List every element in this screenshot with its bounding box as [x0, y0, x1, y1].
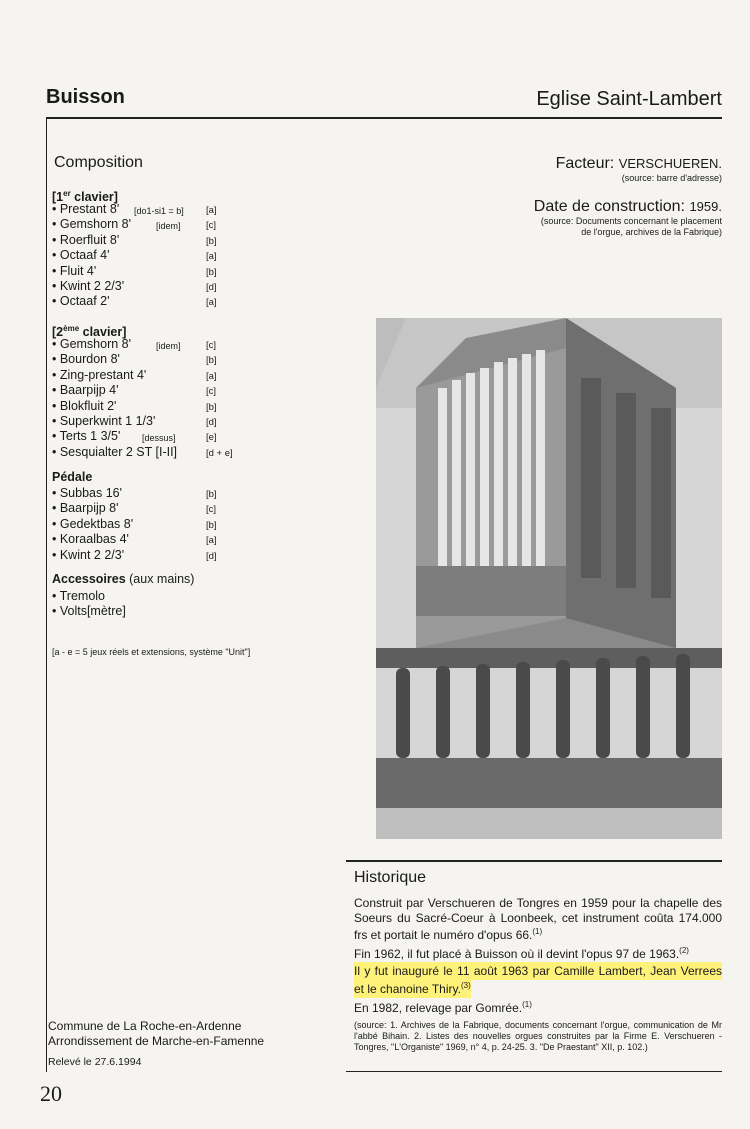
stop-qualifier: [idem] — [156, 341, 181, 351]
historique-p4: En 1982, relevage par Gomrée.$^{(1)}$ — [354, 1000, 532, 1015]
organ-photo — [376, 318, 722, 839]
stop-row — [52, 263, 217, 279]
historique-p2: Fin 1962, il fut placé à Buisson où il devint l'opus 97 de 1963.$^{(2)}$ — [354, 946, 689, 961]
composition-title: Composition — [54, 154, 143, 171]
stop-name: • Kwint 2 2/3' — [52, 547, 125, 562]
facteur-value: VERSCHUEREN. — [618, 156, 722, 171]
stop-code: [a] — [206, 251, 217, 263]
stop-name: • Bourdon 8' — [52, 352, 120, 367]
composition-note: [a - e = 5 jeux réels et extensions, système "Unit"] — [52, 647, 251, 657]
clavier-1-heading: [1er clavier] — [52, 189, 118, 204]
stop-name: • Gemshorn 8' — [52, 337, 132, 351]
page-header-church: Eglise Saint-Lambert — [536, 88, 722, 110]
stop-qualifier: [idem] — [156, 221, 181, 232]
stop-row — [52, 278, 217, 294]
stop-code: [e] — [206, 432, 217, 444]
stop-row — [52, 532, 217, 547]
stop-row — [52, 516, 217, 532]
stop-code: [d] — [206, 281, 217, 293]
stop-name: • Kwint 2 2/3' — [52, 278, 125, 293]
historique-p1: Construit par Verschueren de Tongres en 1959 pour la chapelle des Soeurs du Sacré-Coeur à Loonbeek, cet instrument coûta 174.000 frs et portait le numéro d'opus 66.$^{(1)}$ — [354, 896, 722, 942]
commune-line: Commune de La Roche-en-Ardenne — [48, 1019, 242, 1033]
historique-bottom-rule — [346, 1071, 722, 1072]
stop-name: • Sesquialter 2 ST [I-II] — [52, 444, 178, 459]
stop-code: [c] — [206, 220, 217, 232]
stop-row — [52, 547, 217, 563]
stop-name: • Subbas 16' — [52, 486, 123, 500]
stop-code: [c] — [206, 504, 217, 516]
construction-source-1: (source: Documents concernant le placement — [540, 216, 722, 226]
stop-name: • Koraalbas 4' — [52, 532, 129, 547]
stop-name: • Baarpijp 8' — [52, 501, 119, 516]
header-rule — [46, 117, 722, 119]
historique-source: (source: 1. Archives de la Fabrique, documents concernant l'orgue, communication de Mr l'abbé Bihain. 2. Listes des nouvelles orgues construites par la Firme E. Verschueren - Tongres, "L'Organiste" 1969, n° 4, p. 24-25. 3. "De Praestant" XII, p. 102.) — [354, 1020, 722, 1052]
stop-row — [52, 217, 217, 232]
construction-source-2: de l'orgue, archives de la Fabrique) — [581, 227, 722, 237]
stop-row — [52, 383, 217, 398]
facteur-label: Facteur: — [555, 155, 615, 172]
stop-code: [d] — [206, 416, 217, 428]
historique-p3-highlighted: Il y fut inauguré le 11 août 1963 par Camille Lambert, Jean Verrees et le chanoine Thiry.$^{(3)}$ — [354, 964, 722, 996]
facteur-block — [534, 155, 722, 238]
stop-name: • Octaaf 4' — [52, 248, 110, 263]
stop-name: • Gedektbas 8' — [52, 516, 134, 531]
stop-name: • Zing-prestant 4' — [52, 367, 147, 382]
stop-name: • Superkwint 1 1/3' — [52, 413, 156, 428]
stop-code: [d + e] — [206, 447, 233, 459]
left-rule — [46, 117, 47, 1072]
stop-name: • Fluit 4' — [52, 263, 97, 278]
stop-name: • Terts 1 3/5' — [52, 429, 121, 444]
clavier-2-heading: [2ème clavier] — [52, 324, 127, 339]
stop-code: [b] — [206, 266, 217, 278]
stop-row — [52, 429, 217, 444]
stop-row — [52, 232, 217, 248]
stop-name: • Gemshorn 8' — [52, 217, 132, 232]
releve-date: Relevé le 27.6.1994 — [48, 1056, 142, 1068]
facteur-source: (source: barre d'adresse) — [621, 173, 722, 183]
arrondissement-line: Arrondissement de Marche-en-Famenne — [48, 1034, 265, 1048]
stop-qualifier: [do1-si1 = b] — [134, 206, 184, 216]
construction-label: Date de construction: — [533, 198, 685, 215]
commune-block — [48, 1019, 264, 1049]
stop-code: [d] — [206, 550, 217, 562]
stop-name: • Octaaf 2' — [52, 294, 110, 309]
page-number: 20 — [40, 1081, 62, 1106]
stop-row — [52, 294, 217, 309]
stop-code: [a] — [206, 370, 217, 382]
stop-code: [a] — [206, 205, 217, 216]
stop-row — [52, 337, 217, 352]
construction-value: 1959. — [689, 199, 722, 214]
stop-row — [52, 444, 233, 460]
pedale — [52, 470, 217, 563]
stop-code: [b] — [206, 489, 217, 500]
accessoire-item: • Tremolo — [52, 589, 106, 603]
stop-name: • Roerfluit 8' — [52, 232, 120, 247]
accessoires-heading: Accessoires (aux mains) — [52, 572, 195, 586]
stop-code: [b] — [206, 235, 217, 247]
accessoire-item: • Volts[mètre] — [52, 604, 126, 619]
stop-row — [52, 486, 217, 501]
stop-row — [52, 413, 217, 429]
stop-name: • Baarpijp 4' — [52, 383, 119, 398]
stop-row — [52, 367, 217, 383]
stop-row — [52, 352, 217, 367]
stop-name: • Prestant 8' — [52, 202, 120, 216]
stop-row — [52, 501, 217, 516]
stop-code: [a] — [206, 535, 217, 547]
stop-row — [52, 248, 217, 263]
stop-qualifier: [dessus] — [142, 433, 176, 444]
stop-code: [c] — [206, 340, 217, 351]
stop-code: [a] — [206, 297, 217, 309]
stop-row — [52, 202, 217, 217]
clavier-1 — [52, 186, 217, 310]
stop-code: [b] — [206, 519, 217, 531]
stop-code: [c] — [206, 386, 217, 398]
clavier-2 — [52, 321, 233, 460]
stop-code: [b] — [206, 355, 217, 367]
historique-rule — [346, 860, 722, 862]
stop-row — [52, 398, 217, 414]
stop-code: [b] — [206, 401, 217, 413]
accessoires — [52, 572, 194, 620]
pedale-heading: Pédale — [52, 470, 93, 484]
page-header-location: Buisson — [46, 86, 125, 108]
historique-title: Historique — [354, 869, 427, 886]
stop-name: • Blokfluit 2' — [52, 398, 117, 413]
